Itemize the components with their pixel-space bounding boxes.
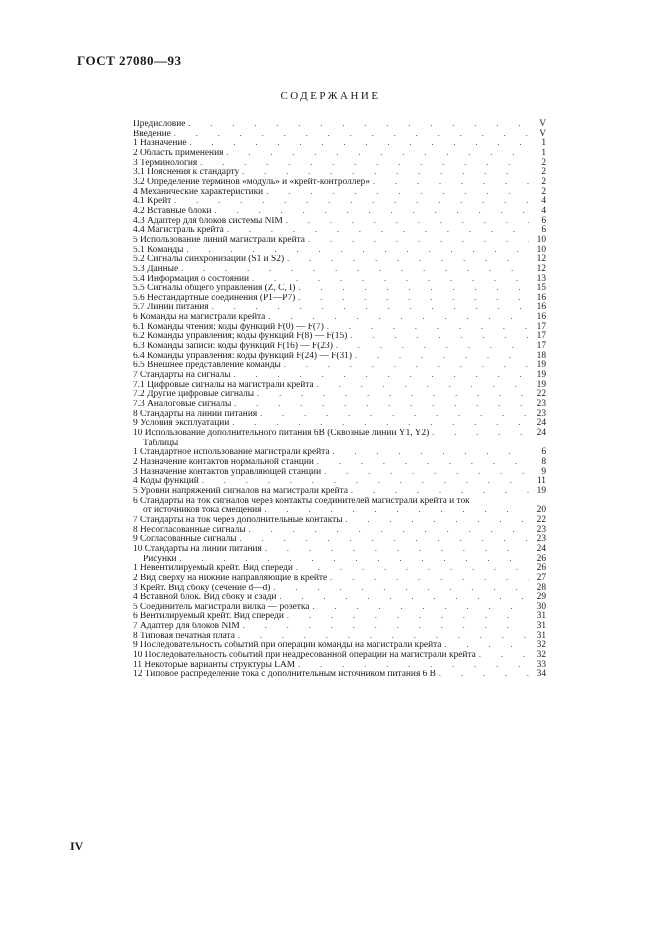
toc-leader-dots [238, 631, 529, 641]
toc-entry-page: 31 [536, 621, 546, 632]
toc-leader-dots [202, 476, 529, 486]
toc-entry-page: 4 [541, 205, 546, 216]
toc-entry-page: 24 [536, 543, 546, 554]
toc-entry-label: 5.3 Данные [133, 264, 179, 274]
toc-entry [133, 476, 546, 486]
toc-leader-dots [174, 196, 529, 206]
toc-entry-page: V [539, 119, 546, 129]
toc-entry [133, 322, 546, 332]
toc-entry-page: 6 [541, 225, 546, 236]
toc-entry-page: 17 [536, 331, 546, 342]
toc-entry [133, 119, 546, 129]
toc-leader-dots [252, 274, 529, 284]
toc-entry [133, 235, 546, 245]
toc-entry [133, 534, 546, 544]
toc-entry-label: 8 Несогласованные сигналы [133, 525, 246, 535]
toc-entry-page: 4 [541, 196, 546, 207]
toc-leader-dots [212, 302, 529, 312]
toc-entry-label: 7 Адаптер для блоков NIM [133, 622, 240, 632]
toc-entry-label: 7 Стандарты на ток через дополнительные контакты [133, 515, 343, 525]
toc-leader-dots [227, 225, 529, 235]
toc-entry-label: Таблицы [143, 438, 179, 448]
toc-leader-dots [444, 640, 529, 650]
toc-entry-page: 29 [536, 592, 546, 603]
toc-entry-label: 7 Стандарты на сигналы [133, 371, 231, 381]
toc-leader-dots [181, 264, 529, 274]
toc-entry-page: 19 [536, 370, 546, 381]
toc-entry [133, 592, 546, 602]
toc-leader-dots [479, 650, 529, 660]
toc-entry-label: 2 Область применения [133, 148, 224, 158]
toc-entry [133, 360, 546, 370]
toc-leader-dots [287, 611, 529, 621]
table-of-contents [133, 119, 546, 679]
toc-leader-dots [284, 360, 529, 370]
toc-leader-dots [296, 563, 529, 573]
toc-entry-page: 1 [541, 138, 546, 149]
toc-entry-page: 15 [536, 283, 546, 294]
toc-leader-dots [260, 409, 529, 419]
toc-entry-page: 34 [536, 669, 546, 680]
toc-entry [133, 225, 546, 235]
toc-entry-label: 5 Уровни напряжений сигналов на магистрали крейта [133, 486, 348, 496]
toc-leader-dots [264, 505, 529, 515]
toc-leader-dots [317, 380, 529, 390]
toc-leader-dots [200, 158, 529, 168]
toc-entry [133, 196, 546, 206]
toc-entry-label: 7.2 Другие цифровые сигналы [133, 390, 255, 400]
toc-entry [133, 245, 546, 255]
toc-entry [133, 438, 546, 448]
toc-leader-dots [287, 254, 529, 264]
toc-leader-dots [286, 216, 529, 226]
toc-entry-page: 10 [536, 234, 546, 245]
toc-entry-label: 6.1 Команды чтения: коды функций F(0) — F(7) [133, 322, 324, 332]
toc-entry-label: 4.1 Крейт [133, 197, 172, 207]
toc-entry-label: 9 Согласованные сигналы [133, 535, 237, 545]
toc-entry-label: 10 Последовательность событий при неадресованной операции на магистрали крейта [133, 651, 476, 661]
toc-entry-label: 5 Использование линий магистрали крейта [133, 235, 305, 245]
toc-entry-page: 6 [541, 215, 546, 226]
toc-entry-label: 3.2 Определение терминов «модуль» и «крейт-контроллер» [133, 177, 371, 187]
toc-entry [133, 669, 546, 679]
toc-entry-label: 6.2 Команды управления; коды функций F(8) — F(15) [133, 332, 348, 342]
toc-entry-page: 8 [541, 456, 546, 467]
toc-entry [133, 409, 546, 419]
toc-entry-label: 3 Крейт. Вид сбоку (сечение d—d) [133, 583, 271, 593]
toc-leader-dots [215, 206, 529, 216]
toc-entry-page: 23 [536, 524, 546, 535]
toc-leader-dots [312, 602, 529, 612]
toc-entry-label: 5.2 Сигналы синхронизации (S1 и S2) [133, 255, 285, 265]
toc-entry-label: 4 Механические характеристики [133, 187, 264, 197]
toc-entry-label: 11 Некоторые варианты структуры LAM [133, 660, 296, 670]
toc-leader-dots [266, 187, 529, 197]
toc-entry-page: 12 [536, 263, 546, 274]
toc-entry [133, 187, 546, 197]
toc-entry-label: 7.3 Аналоговые сигналы [133, 400, 232, 410]
toc-entry-page: 18 [536, 350, 546, 361]
toc-entry-label: 4.4 Магистраль крейта [133, 226, 224, 236]
toc-entry-page: 26 [536, 553, 546, 564]
toc-entry-label: 1 Назначение [133, 139, 187, 149]
toc-entry [133, 331, 546, 341]
page-number: IV [70, 839, 84, 853]
toc-entry-page: 6 [541, 447, 546, 458]
toc-entry-label: 4 Коды функций [133, 477, 199, 487]
toc-entry [133, 129, 546, 139]
toc-entry-label: 1 Стандартное использование магистрали крейта [133, 448, 330, 458]
toc-entry [133, 216, 546, 226]
toc-entry [133, 167, 546, 177]
toc-entry-page: 16 [536, 292, 546, 303]
toc-entry-label: Рисунки [143, 554, 177, 564]
toc-entry [133, 302, 546, 312]
toc-entry-label: 1 Невентилируемый крейт. Вид спереди [133, 564, 293, 574]
toc-entry-page: 23 [536, 534, 546, 545]
toc-leader-dots [186, 245, 529, 255]
toc-entry-label: 3.1 Пояснения к стандарту [133, 168, 240, 178]
toc-entry [133, 370, 546, 380]
toc-leader-dots [327, 322, 529, 332]
toc-entry-label: Предисловие [133, 120, 186, 129]
toc-entry-page: 31 [536, 611, 546, 622]
toc-entry [133, 650, 546, 660]
toc-leader-dots [350, 331, 529, 341]
toc-leader-dots [279, 592, 529, 602]
toc-entry-label: от источников тока смещения [143, 506, 262, 516]
toc-entry [133, 177, 546, 187]
toc-entry-page: 23 [536, 399, 546, 410]
toc-entry [133, 554, 546, 564]
toc-entry [133, 206, 546, 216]
toc-entry [133, 515, 546, 525]
toc-entry-page: 2 [541, 186, 546, 197]
toc-entry [133, 351, 546, 361]
toc-entry [133, 428, 546, 438]
toc-entry-page: 16 [536, 302, 546, 313]
toc-entry-page: 30 [536, 601, 546, 612]
toc-entry-page: 17 [536, 321, 546, 332]
toc-entry-label: 8 Типовая печатная плата [133, 631, 235, 641]
toc-entry-page: 32 [536, 640, 546, 651]
document-code: ГОСТ 27080—93 [77, 53, 182, 68]
toc-entry [133, 505, 546, 515]
toc-entry [133, 148, 546, 158]
toc-entry-label: 3 Назначение контактов управляющей станции [133, 467, 322, 477]
toc-leader-dots [317, 457, 529, 467]
toc-leader-dots [330, 573, 529, 583]
toc-entry [133, 631, 546, 641]
toc-entry-page: 19 [536, 360, 546, 371]
toc-entry-label: 4.3 Адаптер для блоков системы NIM [133, 216, 283, 226]
toc-leader-dots [188, 119, 529, 129]
toc-entry-page: 1 [541, 147, 546, 158]
toc-entry [133, 602, 546, 612]
toc-entry-label: 6.5 Внешнее представление команды [133, 361, 281, 371]
toc-entry [133, 312, 546, 322]
toc-leader-dots [232, 418, 529, 428]
toc-entry [133, 486, 546, 496]
toc-entry-page: 10 [536, 244, 546, 255]
toc-entry-page: 13 [536, 273, 546, 284]
toc-leader-dots [265, 544, 529, 554]
toc-leader-dots [234, 370, 529, 380]
toc-entry-page: 26 [536, 563, 546, 574]
toc-entry-page: 33 [536, 659, 546, 670]
toc-entry [133, 447, 546, 457]
toc-entry [133, 138, 546, 148]
toc-entry-page: 24 [536, 418, 546, 429]
toc-leader-dots [298, 660, 529, 670]
toc-leader-dots [351, 486, 529, 496]
toc-entry-page: 22 [536, 389, 546, 400]
toc-entry-page: 2 [541, 167, 546, 178]
toc-entry-page: 19 [536, 379, 546, 390]
toc-leader-dots [298, 283, 529, 293]
toc-leader-dots [234, 399, 529, 409]
toc-entry-page: V [539, 128, 546, 139]
toc-entry [133, 496, 546, 506]
toc-entry [133, 158, 546, 168]
toc-entry-label: 6 Команды на магистрали крейта [133, 313, 266, 323]
toc-entry-label: 2 Назначение контактов нормальной станции [133, 457, 314, 467]
toc-entry-page: 19 [536, 485, 546, 496]
toc-entry-label: 5.1 Команды [133, 245, 184, 255]
toc-entry-page: 27 [536, 572, 546, 583]
toc-entry [133, 264, 546, 274]
toc-entry-page: 24 [536, 428, 546, 438]
toc-entry [133, 640, 546, 650]
toc-leader-dots [174, 129, 529, 139]
toc-entry [133, 274, 546, 284]
toc-entry-label: 2 Вид сверху на нижние направляющие в крейте [133, 573, 328, 583]
toc-entry [133, 525, 546, 535]
toc-entry [133, 573, 546, 583]
toc-entry-page: 31 [536, 630, 546, 641]
toc-entry [133, 418, 546, 428]
toc-entry-page: 16 [536, 312, 546, 323]
toc-leader-dots [249, 525, 529, 535]
toc-entry-label: 4 Вставной блок. Вид сбоку и сзади [133, 593, 277, 603]
toc-entry-label: 6.4 Команды управления: коды функций F(24) — F(31) [133, 351, 352, 361]
toc-entry-label: 7.1 Цифровые сигналы на магистрали крейта [133, 380, 314, 390]
toc-entry-page: 17 [536, 341, 546, 352]
toc-entry-page: 12 [536, 254, 546, 265]
toc-entry [133, 380, 546, 390]
toc-entry [133, 389, 546, 399]
toc-leader-dots [242, 167, 529, 177]
toc-entry-label: 5.4 Информация о состоянии [133, 274, 249, 284]
toc-entry-page: 2 [541, 176, 546, 187]
toc-entry [133, 467, 546, 477]
toc-entry-label: 6.3 Команды записи: коды функций F(16) — F(23) [133, 342, 333, 352]
toc-entry [133, 563, 546, 573]
toc-leader-dots [273, 583, 529, 593]
toc-entry [133, 293, 546, 303]
toc-leader-dots [180, 554, 529, 564]
page-title: СОДЕРЖАНИЕ [280, 90, 381, 102]
toc-entry-label: 12 Типовое распределение тока с дополнительным источником питания 6 В [133, 670, 436, 680]
toc-entry-page: 23 [536, 408, 546, 419]
toc-entry [133, 583, 546, 593]
toc-leader-dots [190, 138, 529, 148]
toc-leader-dots [373, 177, 529, 187]
toc-entry-label: 3 Терминология [133, 158, 198, 168]
toc-entry-label: 5.6 Нестандартные соединения (Р1—Р7) [133, 293, 296, 303]
toc-entry-page: 11 [536, 476, 546, 487]
toc-entry [133, 254, 546, 264]
toc-leader-dots [268, 312, 529, 322]
toc-entry-label: 4.2 Вставные блоки [133, 206, 212, 216]
toc-entry [133, 660, 546, 670]
toc-leader-dots [346, 515, 529, 525]
toc-entry-label: 9 Последовательность событий при операции команды на магистрали крейта [133, 641, 442, 651]
toc-entry-label: 10 Использование дополнительного питания 6В (Сквозные линии Y1, Y2) [133, 429, 430, 438]
toc-entry [133, 399, 546, 409]
toc-leader-dots [257, 389, 529, 399]
toc-entry-label: 8 Стандарты на линии питания [133, 409, 258, 419]
toc-leader-dots [439, 669, 529, 679]
toc-entry [133, 544, 546, 554]
toc-leader-dots [243, 621, 529, 631]
toc-entry-label: 10 Стандарты на линии питания [133, 544, 262, 554]
toc-entry-page: 9 [541, 466, 546, 477]
toc-entry-label: 6 Вентилируемый крейт. Вид спереди [133, 612, 284, 622]
toc-leader-dots [324, 467, 529, 477]
toc-leader-dots [432, 428, 529, 438]
toc-entry-label: 5 Соединитель магистрали вилка — розетка [133, 602, 310, 612]
toc-entry-label: 5.5 Сигналы общего управления (Z, C, I) [133, 284, 296, 294]
toc-entry [133, 611, 546, 621]
toc-entry-page: 2 [541, 157, 546, 168]
toc-leader-dots [298, 293, 529, 303]
toc-leader-dots [226, 148, 529, 158]
toc-entry-label: 5.7 Линии питания [133, 303, 209, 313]
toc-entry-label: 9 Условия эксплуатации [133, 419, 230, 429]
toc-leader-dots [333, 447, 529, 457]
toc-entry [133, 341, 546, 351]
toc-leader-dots [308, 235, 529, 245]
toc-entry-page: 20 [536, 505, 546, 516]
toc-entry [133, 621, 546, 631]
toc-entry-page: 28 [536, 582, 546, 593]
toc-entry-label: Введение [133, 129, 171, 139]
toc-entry [133, 283, 546, 293]
toc-entry-page: 32 [536, 650, 546, 661]
toc-entry [133, 457, 546, 467]
toc-leader-dots [336, 341, 529, 351]
toc-entry-label: 6 Стандарты на ток сигналов через контакты соединителей магистрали крейта и ток [133, 496, 470, 506]
toc-leader-dots [240, 534, 529, 544]
toc-entry-page: 22 [536, 514, 546, 525]
toc-leader-dots [355, 351, 529, 361]
